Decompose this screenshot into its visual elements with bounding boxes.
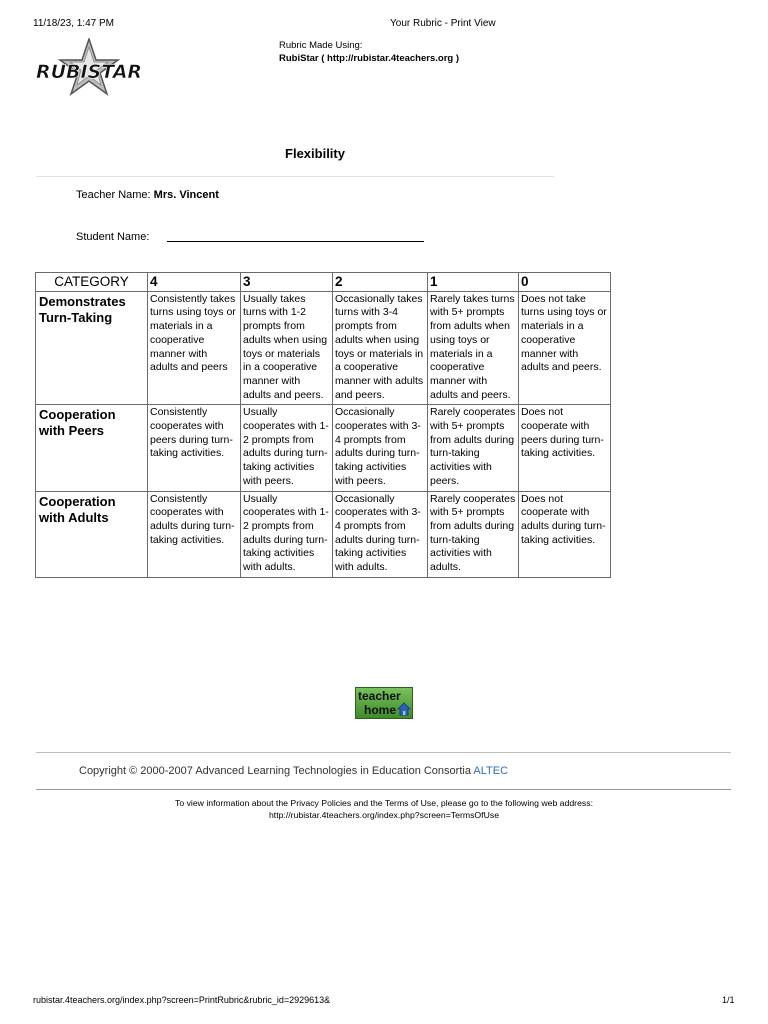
table-cell: Does not cooperate with peers during turn-taking activities. xyxy=(519,405,611,491)
row-category: Cooperation with Adults xyxy=(36,491,148,577)
svg-text:RUBISTAR: RUBISTAR xyxy=(36,61,142,83)
terms-of-use-url[interactable]: http://rubistar.4teachers.org/index.php?screen=TermsOfUse xyxy=(268,810,500,820)
teacher-name-line xyxy=(76,189,219,201)
rubric-table xyxy=(35,272,611,578)
table-cell: Usually cooperates with 1-2 prompts from adults during turn-taking activities with adults. xyxy=(241,491,333,577)
table-cell: Occasionally cooperates with 3-4 prompts from adults during turn-taking activities with peers. xyxy=(333,405,428,491)
print-footer-url: rubistar.4teachers.org/index.php?screen=PrintRubric&rubric_id=2929613& xyxy=(33,995,331,1005)
table-row xyxy=(36,491,611,577)
table-cell: Consistently takes turns using toys or materials in a cooperative manner with adults and peers xyxy=(148,291,241,405)
table-cell: Consistently cooperates with adults during turn-taking activities. xyxy=(148,491,241,577)
table-cell: Usually cooperates with 1-2 prompts from adults during turn-taking activities with peers. xyxy=(241,405,333,491)
header-score-2: 2 xyxy=(333,273,428,292)
privacy-notice xyxy=(0,797,768,821)
teacher-name: Mrs. Vincent xyxy=(153,189,219,201)
rubistar-logo xyxy=(36,38,142,96)
table-header-row xyxy=(36,273,611,292)
print-page-title: Your Rubric - Print View xyxy=(390,18,496,29)
table-cell: Consistently cooperates with peers during turn-taking activities. xyxy=(148,405,241,491)
print-datetime: 11/18/23, 1:47 PM xyxy=(33,18,114,29)
made-using-label: Rubric Made Using: xyxy=(279,40,363,51)
header-category: CATEGORY xyxy=(36,273,148,292)
table-cell: Rarely cooperates with 5+ prompts from adults during turn-taking activities with peers. xyxy=(428,405,519,491)
table-cell: Occasionally cooperates with 3-4 prompts from adults during turn-taking activities with adults. xyxy=(333,491,428,577)
row-category: Cooperation with Peers xyxy=(36,405,148,491)
teacher-home-line2: home xyxy=(364,703,397,717)
teacher-label: Teacher Name: xyxy=(76,189,151,201)
copyright-text: Copyright © 2000-2007 Advanced Learning Technologies in Education Consortia xyxy=(79,765,471,777)
header-score-0: 0 xyxy=(519,273,611,292)
table-cell: Usually takes turns with 1-2 prompts from adults when using toys or materials in a cooperative manner with adults and peers. xyxy=(241,291,333,405)
made-using-note xyxy=(279,39,459,65)
table-row xyxy=(36,291,611,405)
student-label: Student Name: xyxy=(76,231,150,243)
header-score-3: 3 xyxy=(241,273,333,292)
divider xyxy=(36,176,554,177)
teacher-home-line1: teacher xyxy=(358,689,401,703)
divider xyxy=(36,789,731,790)
table-cell: Occasionally takes turns with 3-4 prompts from adults when using toys or materials in a cooperative manner with adults and peers. xyxy=(333,291,428,405)
table-cell: Does not take turns using toys or materials in a cooperative manner with adults and peers. xyxy=(519,291,611,405)
table-cell: Rarely takes turns with 5+ prompts from adults when using toys or materials in a cooperative manner with adults and peers. xyxy=(428,291,519,405)
privacy-text: To view information about the Privacy Policies and the Terms of Use, please go to the following web address: xyxy=(174,798,594,808)
copyright-notice xyxy=(79,765,508,777)
made-using-link[interactable]: RubiStar ( http://rubistar.4teachers.org ) xyxy=(279,53,459,64)
print-page-number: 1/1 xyxy=(722,995,735,1005)
table-cell: Rarely cooperates with 5+ prompts from adults during turn-taking activities with adults. xyxy=(428,491,519,577)
altec-link[interactable]: ALTEC xyxy=(473,765,509,777)
rubric-title: Flexibility xyxy=(285,146,345,161)
header-score-4: 4 xyxy=(148,273,241,292)
teacher-home-button[interactable] xyxy=(355,687,413,719)
header-score-1: 1 xyxy=(428,273,519,292)
house-icon xyxy=(397,702,411,716)
table-row xyxy=(36,405,611,491)
student-name-blank xyxy=(167,241,424,242)
row-category: Demonstrates Turn-Taking xyxy=(36,291,148,405)
divider xyxy=(36,752,731,753)
table-cell: Does not cooperate with adults during turn-taking activities. xyxy=(519,491,611,577)
